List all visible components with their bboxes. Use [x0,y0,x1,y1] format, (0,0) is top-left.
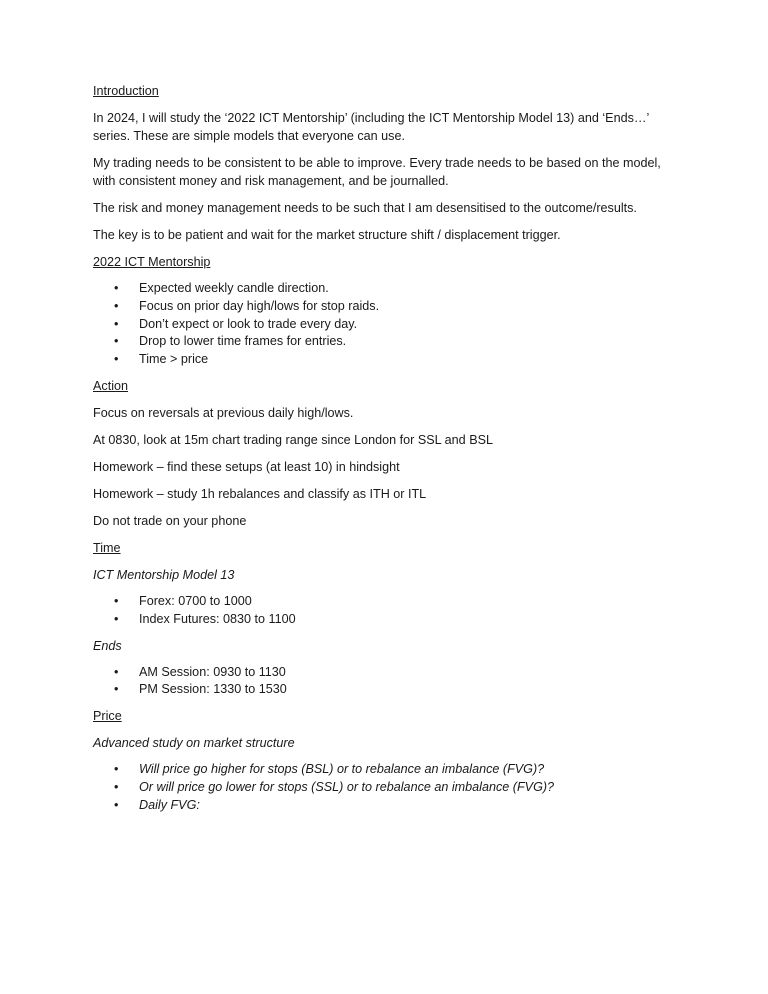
bullet-icon: • [114,664,119,679]
list-item: • Will price go higher for stops (BSL) or to rebalance an imbalance (FVG)? [93,761,683,779]
bullet-icon: • [114,779,119,794]
document-page [93,82,683,823]
list-item: • Time > price [93,351,683,369]
bullet-icon: • [114,762,119,777]
bullet-icon: • [114,298,119,313]
bullet-icon: • [114,352,119,367]
price-bullet-list [93,761,683,814]
action-paragraph: Homework – study 1h rebalances and classify as ITH or ITL [93,486,427,501]
intro-paragraph: The risk and money management needs to be such that I am desensitised to the outcome/results. [93,201,637,215]
list-item: • Or will price go lower for stops (SSL) or to rebalance an imbalance (FVG)? [93,779,683,797]
list-item: • Forex: 0700 to 1000 [93,593,683,611]
subheading-market-structure: Advanced study on market structure [93,736,295,751]
action-paragraph: At 0830, look at 15m chart trading range since London for SSL and BSL [93,432,493,447]
list-item: • Don’t expect or look to trade every day. [93,316,683,334]
list-item: • Focus on prior day high/lows for stop raids. [93,298,683,316]
heading-introduction: Introduction [93,84,159,98]
model-13-bullet-list [93,593,683,629]
list-item: • Index Futures: 0830 to 1100 [93,611,683,629]
bullet-icon: • [114,316,119,331]
bullet-icon: • [114,682,119,697]
intro-paragraph: In 2024, I will study the ‘2022 ICT Mentorship’ (including the ICT Mentorship Model 13) and ‘Ends…’ series. These are simple models that everyone can use. [93,111,649,143]
subheading-ends: Ends [93,638,122,653]
bullet-icon: • [114,797,119,812]
subheading-model-13: ICT Mentorship Model 13 [93,567,235,582]
ends-bullet-list [93,664,683,700]
bullet-icon: • [114,334,119,349]
heading-time: Time [93,540,121,555]
action-paragraph: Focus on reversals at previous daily high/lows. [93,405,354,420]
action-paragraph: Do not trade on your phone [93,513,247,528]
action-paragraph: Homework – find these setups (at least 10) in hindsight [93,459,400,474]
list-item: • Expected weekly candle direction. [93,280,683,298]
bullet-icon: • [114,611,119,626]
bullet-icon: • [114,281,119,295]
mentorship-bullet-list [93,280,683,369]
intro-paragraph: My trading needs to be consistent to be able to improve. Every trade needs to be based on the model, with consistent money and risk management, and be journalled. [93,156,661,188]
intro-paragraph: The key is to be patient and wait for the market structure shift / displacement trigger. [93,228,561,242]
list-item: • PM Session: 1330 to 1530 [93,681,683,699]
list-item: • AM Session: 0930 to 1130 [93,664,683,682]
bullet-icon: • [114,593,119,608]
heading-2022-ict-mentorship: 2022 ICT Mentorship [93,255,211,269]
heading-action: Action [93,378,129,393]
list-item: • Drop to lower time frames for entries. [93,333,683,351]
heading-price: Price [93,709,122,724]
list-item: • Daily FVG: [93,797,683,815]
